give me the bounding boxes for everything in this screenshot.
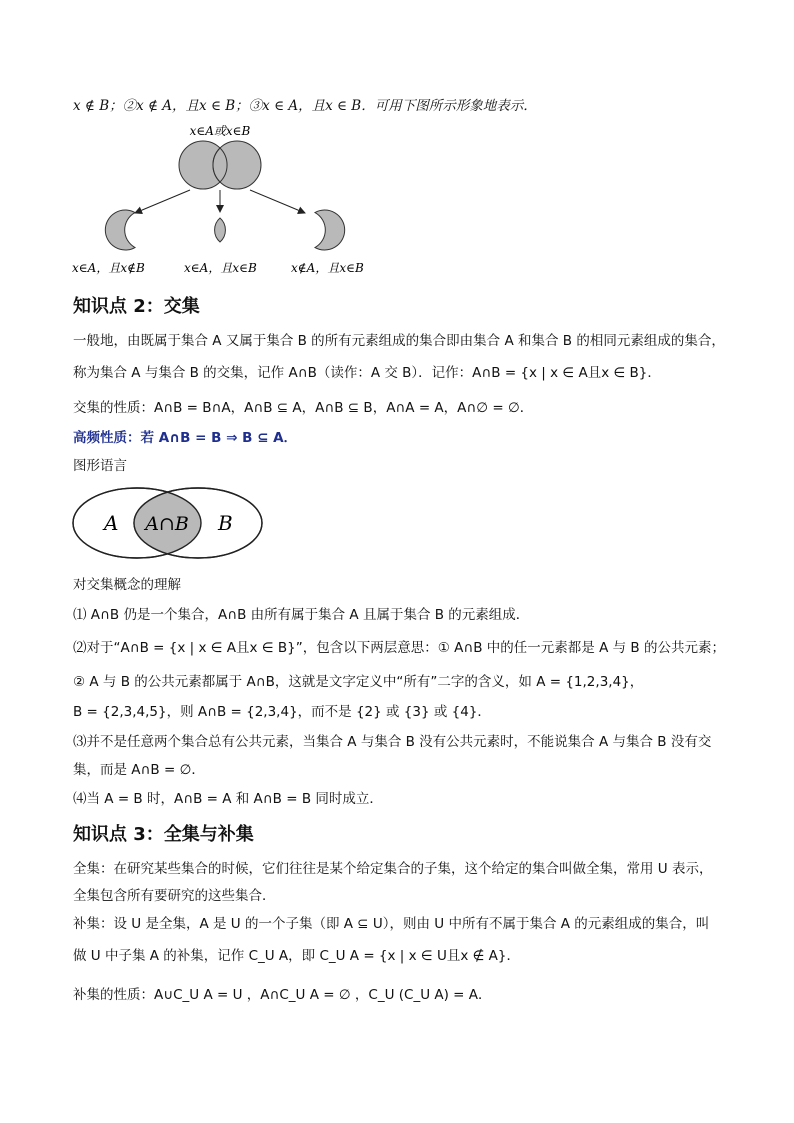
understanding-item-3-line2: 集，而是 A∩B = ∅． — [73, 762, 205, 778]
label-a-not-b: x∈A，且x∉B — [72, 261, 145, 275]
section-3-title: 知识点 3：全集与补集 — [73, 824, 254, 845]
understanding-item-3-line1: ⑶并不是任意两个集合总有公共元素，当集合 A 与集合 B 没有公共元素时，不能说集合 A 与集合 B 没有交 — [73, 734, 712, 750]
understanding-item-1: ⑴ A∩B 仍是一个集合，A∩B 由所有属于集合 A 且属于集合 B 的元素组成． — [73, 607, 530, 623]
label-a-and-b: x∈A，且x∈B — [184, 261, 257, 275]
venn-top-label: x∈A或x∈B — [189, 124, 251, 138]
intersection-def-line2: 称为集合 A 与集合 B 的交集，记作 A∩B（读作：A 交 B）．记作：A∩B = {x | x ∈ A且x ∈ B}． — [73, 365, 661, 381]
intersection-def-line1: 一般地，由既属于集合 A 又属于集合 B 的所有元素组成的集合即由集合 A 和集合 B 的相同元素组成的集合， — [73, 333, 725, 349]
understanding-item-2-line1: ⑵对于“A∩B = {x | x ∈ A且x ∈ B}”，包含以下两层意思：① A∩B 中的任一元素都是 A 与 B 的公共元素； — [73, 640, 725, 656]
complement-def-line1: 补集：设 U 是全集，A 是 U 的一个子集（即 A ⊆ U），则由 U 中所有不属于集合 A 的元素组成的集合，叫 — [73, 916, 710, 932]
arrow-left — [135, 190, 190, 213]
a-only-shape — [105, 210, 135, 250]
intersection-venn-diagram — [70, 484, 270, 564]
universal-set-line1: 全集：在研究某些集合的时候，它们往往是某个给定集合的子集，这个给定的集合叫做全集，常用 U 表示， — [73, 861, 713, 877]
union-shape — [179, 141, 261, 189]
high-frequency-property: 高频性质：若 A∩B = B ⇒ B ⊆ A． — [73, 430, 298, 446]
understanding-title: 对交集概念的理解 — [73, 577, 181, 593]
understanding-item-2-line3: B = {2,3,4,5}，则 A∩B = {2,3,4}，而不是 {2} 或 {3} 或 {4}． — [73, 704, 491, 720]
venn-label-a: A — [104, 511, 119, 535]
understanding-item-2-line2: ② A 与 B 的公共元素都属于 A∩B，这就是文字定义中“所有”二字的含义，如 A = {1,2,3,4}， — [73, 674, 644, 690]
arrow-right — [250, 190, 305, 213]
intersection-lens-shape — [215, 218, 226, 242]
b-only-shape — [315, 210, 345, 250]
label-b-not-a: x∉A，且x∈B — [291, 261, 364, 275]
understanding-item-4: ⑷当 A = B 时，A∩B = A 和 A∩B = B 同时成立． — [73, 791, 383, 807]
complement-def-line2: 做 U 中子集 A 的补集，记作 C_U A，即 C_U A = {x | x ∈ U且x ∉ A}． — [73, 948, 521, 964]
section-2-title: 知识点 2：交集 — [73, 296, 200, 317]
venn-breakdown-diagram — [60, 120, 400, 280]
intersection-properties: 交集的性质：A∩B = B∩A，A∩B ⊆ A，A∩B ⊆ B，A∩A = A，A∩∅ = ∅． — [73, 400, 534, 416]
complement-properties: 补集的性质：A∪C_U A = U ，A∩C_U A = ∅ ，C_U (C_U A) = A． — [73, 987, 492, 1003]
venn-label-intersection: A∩B — [145, 513, 189, 535]
intro-line: x ∉ B；②x ∉ A，且x ∈ B；③x ∈ A，且x ∈ B．可用下图所示形象地表示． — [73, 98, 537, 114]
graphic-language-label: 图形语言 — [73, 458, 127, 474]
universal-set-line2: 全集包含所有要研究的这些集合． — [73, 888, 276, 904]
venn-label-b: B — [218, 511, 233, 535]
